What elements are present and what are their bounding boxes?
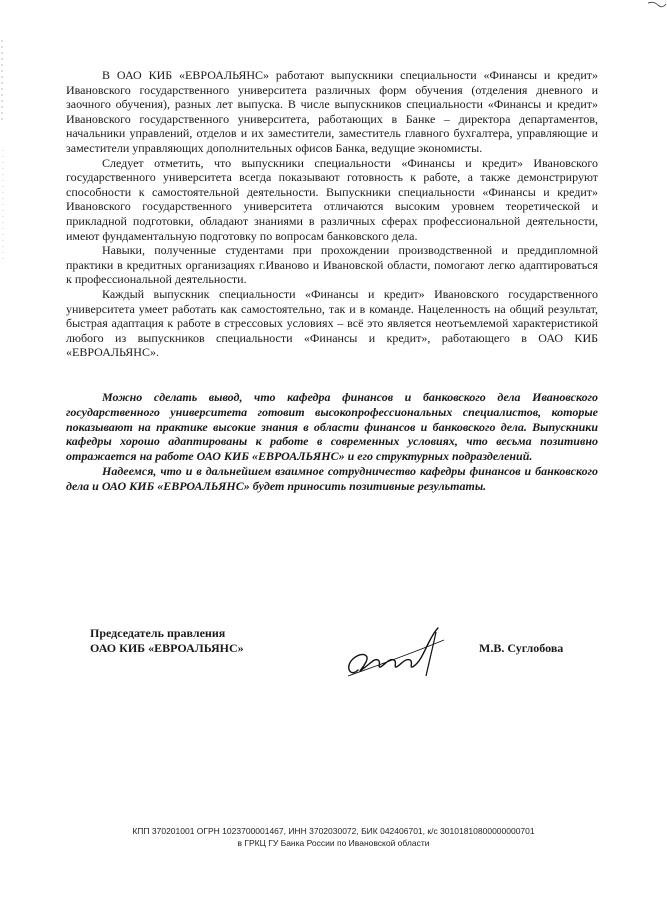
body-paragraph: Навыки, полученные студентами при прохождении производственной и преддипломной практики в кредитных организациях г.Иваново и Ивановской области, помогают легко адаптироваться к профессиональной деятельности. xyxy=(66,243,598,287)
handwritten-signature xyxy=(340,618,460,688)
signer-org-line: ОАО КИБ «ЕВРОАЛЬЯНС» xyxy=(90,641,244,655)
footer-line: КПП 370201001 ОГРН 1023700001467, ИНН 3702030072, БИК 042406701, к/с 30101810800000000701 xyxy=(132,826,535,836)
conclusion-paragraph: Можно сделать вывод, что кафедра финансов и банковского дела Ивановского государственного университета готовит высокопрофессиональных специалистов, которые показывают на практике высокие знания в области финансов и банковского дела. Выпускники кафедры хорошо адаптированы к работе в современных условиях, что весьма позитивно отражается на работе ОАО КИБ «ЕВРОАЛЬЯНС» и его структурных подразделений. xyxy=(66,390,598,464)
signer-name: М.В. Суглобова xyxy=(479,641,564,655)
scan-edge-mark xyxy=(0,0,8,900)
bank-requisites-footer xyxy=(0,825,667,849)
body-paragraph: Каждый выпускник специальности «Финансы и кредит» Ивановского государственного университета умеет работать как самостоятельно, так и в команде. Нацеленность на общий результат, быстрая адаптация к работе в стрессовых условиях – всё это является неотъемлемой характеристикой любого из выпускников специальности «Финансы и кредит», работающего в ОАО КИБ «ЕВРОАЛЬЯНС». xyxy=(66,286,598,360)
scan-corner-mark xyxy=(646,0,667,14)
conclusion-paragraph: Надеемся, что и в дальнейшем взаимное сотрудничество кафедры финансов и банковского дела и ОАО КИБ «ЕВРОАЛЬЯНС» будет приносить позитивные результаты. xyxy=(66,463,598,493)
signer-title-line: Председатель правления xyxy=(90,626,226,640)
letter-body xyxy=(66,68,598,360)
letter-conclusion xyxy=(66,390,598,494)
body-paragraph: В ОАО КИБ «ЕВРОАЛЬЯНС» работают выпускники специальности «Финансы и кредит» Ивановского государственного университета различных форм обучения (отделения дневного и заочного обучения), разных лет выпуска. В числе выпускников специальности «Финансы и кредит» Ивановского государственного университета, работающих в Банке – директора департаментов, начальники управлений, отделов и их заместители, заместитель главного бухгалтера, управляющие и заместители управляющих дополнительных офисов Банка, ведущие экономисты. xyxy=(66,68,598,155)
footer-line: в ГРКЦ ГУ Банка России по Ивановской области xyxy=(237,838,430,848)
body-paragraph: Следует отметить, что выпускники специальности «Финансы и кредит» Ивановского государственного университета всегда показывают готовность к работе, а также демонстрируют способности к самостоятельной деятельности. Выпускники специальности «Финансы и кредит» Ивановского государственного университета отличаются высоким уровнем теоретической и прикладной подготовки, обладают знаниями в различных сферах профессиональной деятельности, имеют фундаментальную подготовку по вопросам банковского дела. xyxy=(66,155,598,243)
signer-title xyxy=(90,626,244,656)
